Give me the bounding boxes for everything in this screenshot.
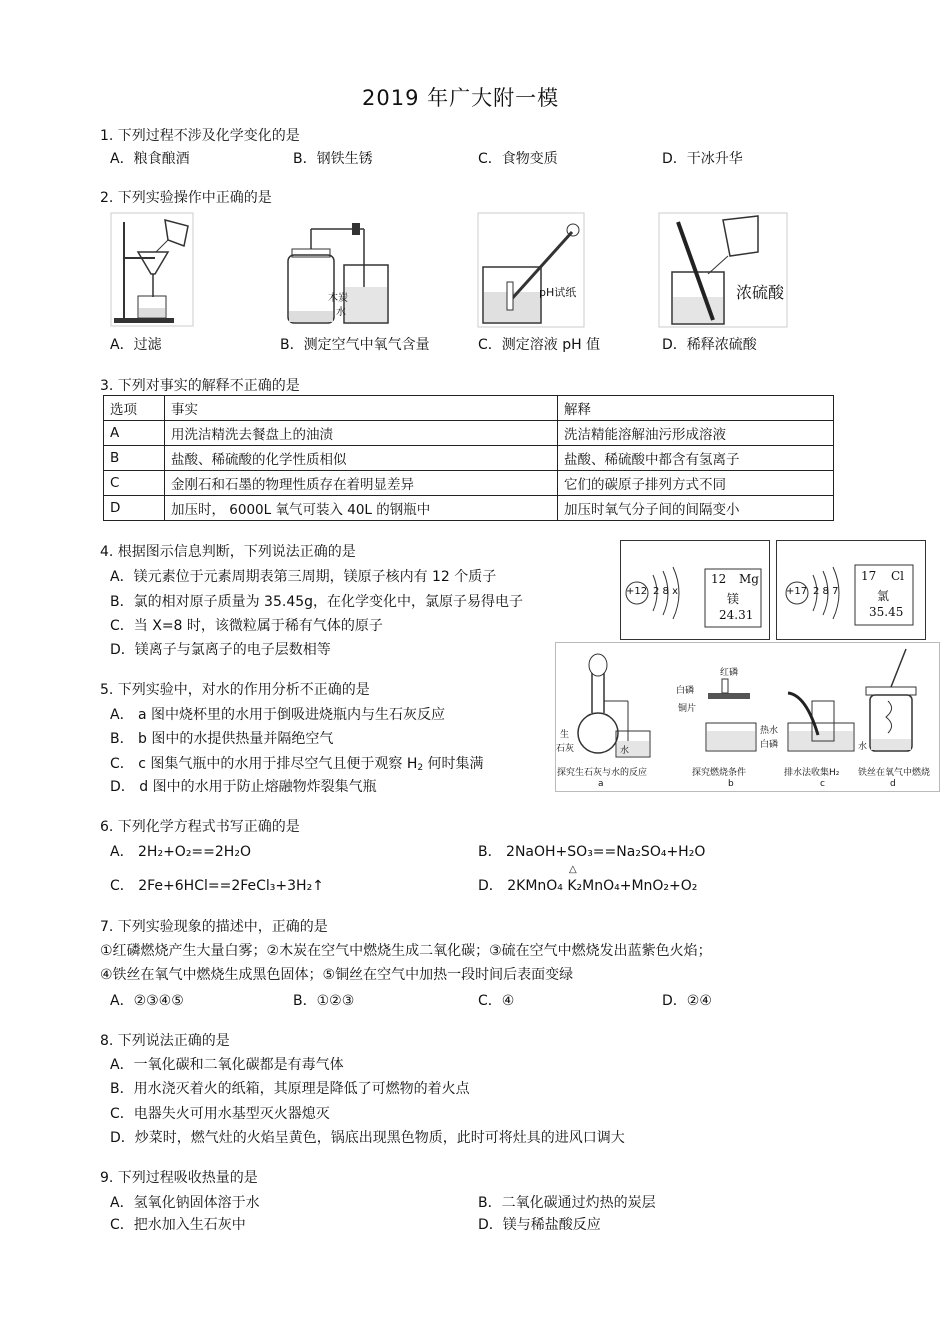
mg-name: 镁 <box>727 592 740 606</box>
filtration-figure <box>110 212 194 327</box>
fig-b-label-4: 热水 <box>760 726 779 736</box>
fig-a-label-1: 生 <box>560 730 570 740</box>
q5-option-d: D． d 图中的水用于防止熔融物炸裂集气瓶 <box>110 779 377 795</box>
question-9-stem: 9. 下列过程吸收热量的是 <box>100 1170 258 1186</box>
water-label: 水 <box>336 307 346 318</box>
q5-option-b: B． b 图中的水提供热量并隔绝空气 <box>110 731 334 747</box>
table-cell: 加压时氧气分子间的间隔变小 <box>558 496 834 521</box>
table-header-cell: 解释 <box>558 396 834 421</box>
q9-option-c: C．把水加入生石灰中 <box>110 1217 246 1233</box>
q5-option-c-tail: 何时集满 <box>423 756 484 772</box>
table-cell: 盐酸、稀硫酸的化学性质相似 <box>165 446 558 471</box>
q4-option-c: C．当 X=8 时，该微粒属于稀有气体的原子 <box>110 618 383 634</box>
q8-option-c: C．电器失火可用水基型灭火器熄灭 <box>110 1106 330 1122</box>
question-5-stem: 5. 下列实验中，对水的作用分析不正确的是 <box>100 682 370 698</box>
table-row <box>104 471 834 496</box>
q9-option-d: D．镁与稀盐酸反应 <box>478 1217 601 1233</box>
q2-option-c: C．测定溶液 pH 值 <box>478 337 601 353</box>
ph-test-figure <box>477 212 585 328</box>
cl-name: 氯 <box>877 589 890 603</box>
q4-option-b: B．氯的相对原子质量为 35.45g，在化学变化中，氯原子易得电子 <box>110 594 524 610</box>
question-4-stem: 4. 根据图示信息判断，下列说法正确的是 <box>100 544 356 560</box>
page-title: 2019 年广大附一模 <box>362 86 560 110</box>
table-header-row <box>104 396 834 421</box>
q8-option-a: A．一氧化碳和二氧化碳都是有毒气体 <box>110 1057 344 1073</box>
cl-symbol: Cl <box>891 569 905 583</box>
table-cell: B <box>104 446 165 471</box>
table-cell: A <box>104 421 165 446</box>
question-3-stem: 3. 下列对事实的解释不正确的是 <box>100 378 300 394</box>
q7-option-d: D．②④ <box>662 993 712 1009</box>
cl-shells: 2 8 7 <box>813 586 839 597</box>
q7-option-b: B．①②③ <box>293 993 355 1009</box>
fig-b-label-2: 白磷 <box>676 686 695 696</box>
conc-acid-label: 浓硫酸 <box>736 283 785 302</box>
table-cell: 金刚石和石墨的物理性质存在着明显差异 <box>165 471 558 496</box>
question-2-stem: 2. 下列实验操作中正确的是 <box>100 190 272 206</box>
fig-a-caption: 探究生石灰与水的反应 <box>557 768 648 778</box>
charcoal-label: 木炭 <box>328 293 348 304</box>
table-cell: D <box>104 496 165 521</box>
mg-symbol: Mg <box>739 572 759 586</box>
q4-option-d: D．镁离子与氯离子的电子层数相等 <box>110 642 331 658</box>
cl-nucleus: +17 <box>786 586 808 597</box>
table-row <box>104 421 834 446</box>
fig-b-caption: 探究燃烧条件 <box>692 768 747 778</box>
q1-option-b: B．钢铁生锈 <box>293 151 373 167</box>
q7-statements-line-1: ①红磷燃烧产生大量白雾；②木炭在空气中燃烧生成二氧化碳；③硫在空气中燃烧发出蓝紫色火焰； <box>100 943 712 959</box>
q6-option-d: D． 2KMnO₄ K₂MnO₄+MnO₂+O₂ <box>478 878 698 894</box>
q2-option-b: B．测定空气中氧气含量 <box>280 337 430 353</box>
mg-nucleus: +12 <box>626 586 648 597</box>
fig-d-label-1: 水 <box>858 742 868 752</box>
table-header-cell: 事实 <box>165 396 558 421</box>
fig-b-label-1: 红磷 <box>720 668 739 678</box>
q7-option-c: C．④ <box>478 993 515 1009</box>
q7-statements-line-2: ④铁丝在氧气中燃烧生成黑色固体；⑤铜丝在空气中加热一段时间后表面变绿 <box>100 967 574 983</box>
q8-option-b: B．用水浇灭着火的纸箱，其原理是降低了可燃物的着火点 <box>110 1081 470 1097</box>
q1-option-a: A．粮食酿酒 <box>110 151 190 167</box>
table-cell: 它们的碳原子排列方式不同 <box>558 471 834 496</box>
q4-option-a: A．镁元素位于元素周期表第三周期，镁原子核内有 12 个质子 <box>110 569 497 585</box>
ph-paper-label: pH试纸 <box>539 286 577 299</box>
fig-a-letter: a <box>598 779 604 789</box>
question-8-stem: 8. 下列说法正确的是 <box>100 1033 230 1049</box>
q5-option-a: A． a 图中烧杯里的水用于倒吸进烧瓶内与生石灰反应 <box>110 707 446 723</box>
table-header-cell: 选项 <box>104 396 165 421</box>
question-6-stem: 6. 下列化学方程式书写正确的是 <box>100 819 300 835</box>
cl-number: 17 <box>861 569 877 583</box>
fig-c-letter: c <box>820 779 825 789</box>
q8-option-d: D．炒菜时，燃气灶的火焰呈黄色，锅底出现黑色物质，此时可将灶具的进风口调大 <box>110 1130 625 1146</box>
table-row <box>104 446 834 471</box>
q5-option-c <box>110 753 484 773</box>
fig-a-label-2: 石灰 <box>556 744 575 754</box>
fig-d-caption: 铁丝在氧气中燃烧 <box>858 768 931 778</box>
cl-mass: 35.45 <box>869 605 904 619</box>
fig-c-caption: 排水法收集H₂ <box>784 768 840 778</box>
fig-b-letter: b <box>728 779 734 789</box>
table-cell: 洗洁精能溶解油污形成溶液 <box>558 421 834 446</box>
q7-option-a: A．②③④⑤ <box>110 993 184 1009</box>
chlorine-info-figure <box>776 540 926 640</box>
q6-option-c: C． 2Fe+6HCl==2FeCl₃+3H₂↑ <box>110 878 324 894</box>
q5-option-c-text: C． c 图集气瓶中的水用于排尽空气且便于观察 H <box>110 756 418 772</box>
oxygen-content-figure <box>280 215 390 327</box>
q6-option-a: A． 2H₂+O₂==2H₂O <box>110 844 251 860</box>
mg-mass: 24.31 <box>719 608 754 622</box>
mg-number: 12 <box>711 572 727 586</box>
table-cell: 用洗洁精洗去餐盘上的油渍 <box>165 421 558 446</box>
q1-option-d: D．干冰升华 <box>662 151 743 167</box>
table-cell: C <box>104 471 165 496</box>
q2-option-d: D．稀释浓硫酸 <box>662 337 757 353</box>
question-7-stem: 7. 下列实验现象的描述中，正确的是 <box>100 919 328 935</box>
mg-shells: 2 8 x <box>653 586 678 597</box>
q2-option-a: A．过滤 <box>110 337 162 353</box>
table-row <box>104 496 834 521</box>
fig-a-label-3: 水 <box>620 746 630 756</box>
question-1-stem: 1. 下列过程不涉及化学变化的是 <box>100 128 300 144</box>
magnesium-info-figure <box>620 540 770 640</box>
water-experiments-figure <box>555 642 940 792</box>
q5-option-c-sub: 2 <box>417 763 424 773</box>
fact-explanation-table <box>103 395 834 521</box>
fig-b-label-3: 铜片 <box>678 704 697 714</box>
table-cell: 加压时， 6000L 氧气可装入 40L 的钢瓶中 <box>165 496 558 521</box>
q6-heat-mark: △ <box>569 864 577 875</box>
q9-option-a: A．氢氧化钠固体溶于水 <box>110 1195 260 1211</box>
dilute-acid-figure <box>658 212 788 328</box>
q1-option-c: C．食物变质 <box>478 151 558 167</box>
q9-option-b: B．二氧化碳通过灼热的炭层 <box>478 1195 656 1211</box>
fig-d-letter: d <box>890 779 896 789</box>
fig-b-label-5: 白磷 <box>760 740 779 750</box>
q6-option-b: B． 2NaOH+SO₃==Na₂SO₄+H₂O <box>478 844 706 860</box>
table-cell: 盐酸、稀硫酸中都含有氢离子 <box>558 446 834 471</box>
